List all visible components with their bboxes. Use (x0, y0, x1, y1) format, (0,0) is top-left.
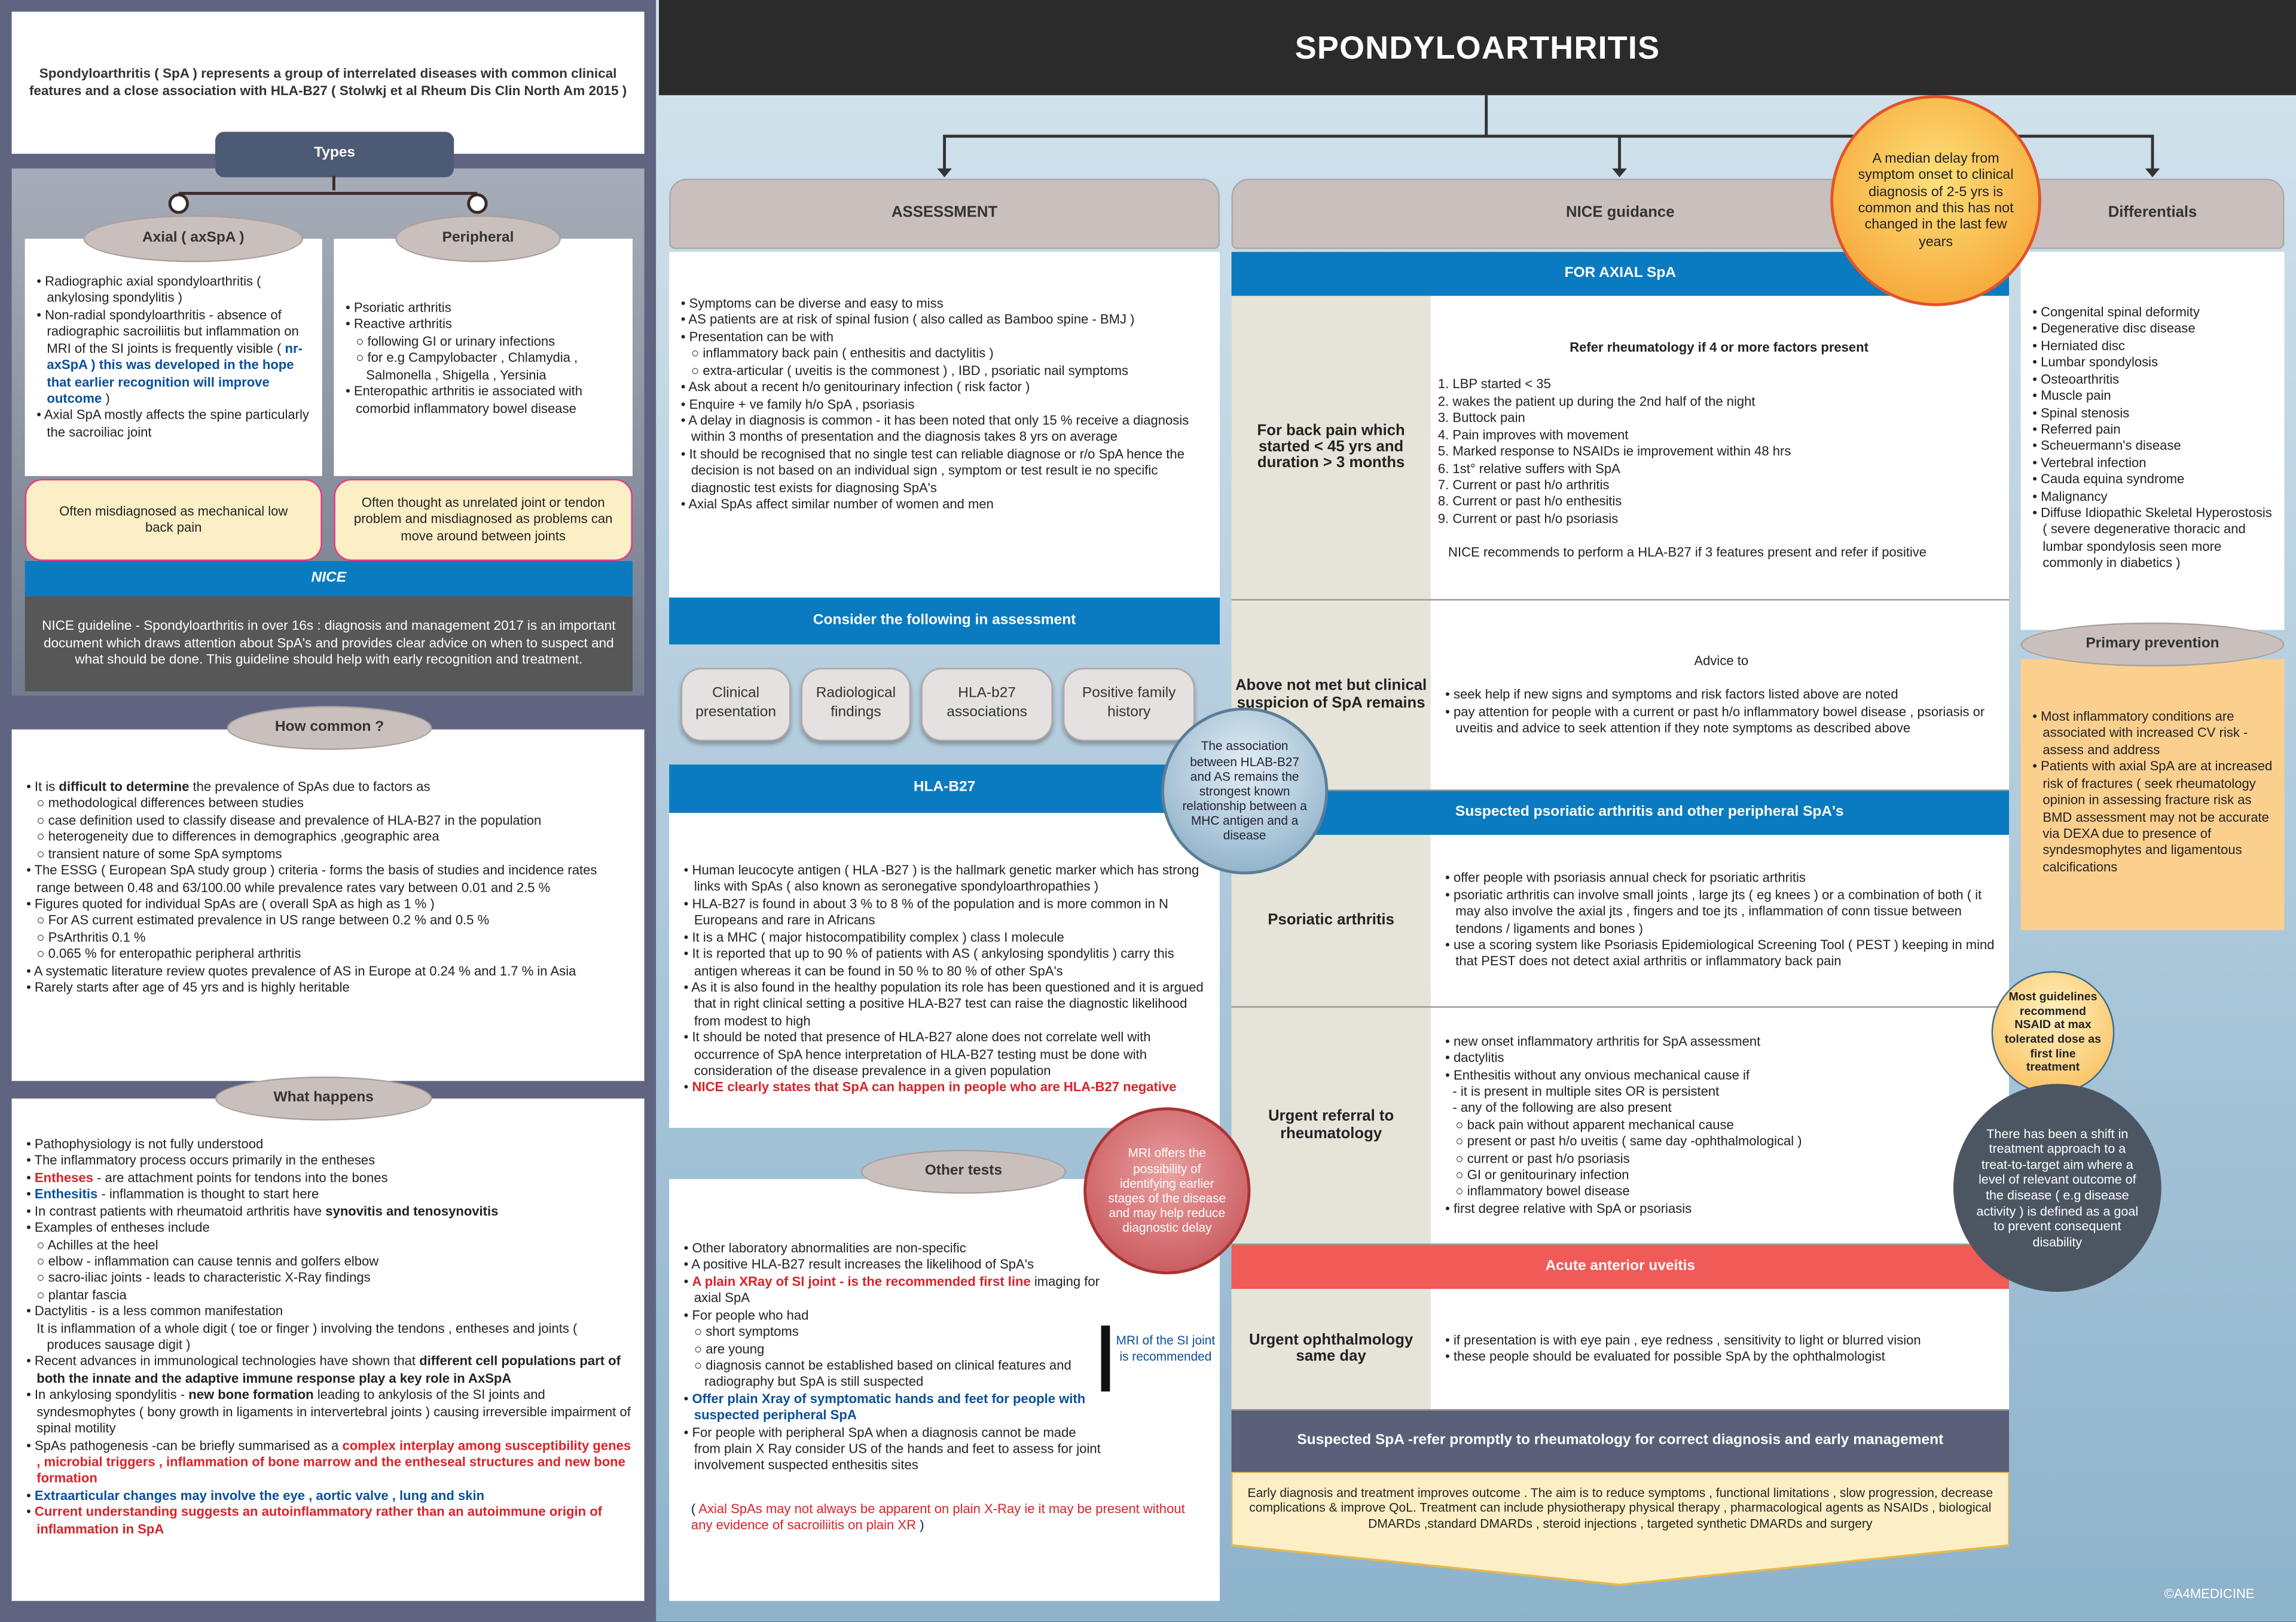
list-item (23, 1170, 633, 1187)
list-item: • A positive HLA-B27 result increases the likelihood of SpA's (681, 1257, 1106, 1274)
text-run: GI or genitourinary infection (1467, 1167, 1629, 1182)
list-item (343, 350, 624, 384)
assessment-box (669, 252, 1220, 597)
list-item (681, 1274, 1106, 1307)
list-item: • A systematic literature review quotes prevalence of AS in Europe at 0.24 % and 1.7 % in Asia (23, 964, 633, 980)
list-item (681, 1324, 1106, 1341)
text-run: SpAs pathogenesis -can be briefly summarised as a (34, 1437, 343, 1453)
list-item: 5. Marked response to NSAIDs ie improvement within 48 hrs (1437, 444, 1791, 459)
list-item: • first degree relative with SpA or psoriasis (1442, 1201, 2000, 1218)
list-item: • if presentation is with eye pain , eye redness , sensitivity to light or blurred vision (1442, 1333, 2000, 1349)
text-run: different cell populations part of both the innate and the adaptive immune response play a key role in AxSpA (36, 1354, 621, 1386)
how-common-pill: How common ? (227, 706, 432, 749)
row1-heading: Refer rheumatology if 4 or more factors present (1570, 340, 1869, 355)
list-item: • Lumbar spondylosis (2029, 355, 2278, 371)
list-item: 8. Current or past h/o enthesitis (1437, 494, 1622, 509)
types-connector (146, 176, 512, 219)
text-run: the prevalence of SpAs due to factors as (189, 779, 430, 794)
list-item: 6. 1st° relative suffers with SpA (1437, 461, 1620, 475)
list-item (33, 307, 313, 408)
option-hla-b27: HLA-b27 associations (921, 668, 1052, 741)
list-item (23, 779, 633, 796)
refer-bar: Suspected SpA -refer promptly to rheumatology for correct diagnosis and early management (1232, 1410, 2009, 1472)
mri-note-marker (1101, 1325, 1110, 1391)
list-item: • Presentation can be with (678, 330, 1211, 346)
list-item: • The inflammatory process occurs primarily in the entheses (23, 1153, 633, 1170)
differentials-header: Differentials (2021, 179, 2285, 249)
text-run: sacro-iliac joints - leads to characteristic X-Ray findings (48, 1270, 371, 1285)
list-item: • Most inflammatory conditions are associated with increased CV risk - assess and address (2029, 709, 2275, 759)
text-run: inflammatory back pain ( enthesitis and dactylitis ) (703, 346, 994, 361)
list-item (23, 1505, 633, 1538)
list-item: • HLA-B27 is found in about 3 % to 8 % of the population and is more common in N Europeans and rare in Africans (681, 896, 1211, 929)
text-run: inflammatory bowel disease (1467, 1184, 1630, 1199)
peripheral-box (334, 239, 633, 476)
text-run: NICE clearly states that SpA can happen in people who are HLA-B27 negative (692, 1080, 1177, 1095)
text-run: transient nature of some SpA symptoms (48, 846, 282, 861)
text-run: Current understanding suggests an autoinflammatory rather than an autoimmune origin of inflammation in SpA (34, 1504, 603, 1536)
list-item: 3. Buttock pain (1437, 410, 1525, 425)
row5-label: Urgent ophthalmology same day (1232, 1289, 1431, 1410)
management-text: Early diagnosis and treatment improves outcome . The aim is to reduce symptoms , functional limitations , slow progression, decrease complications & improve QoL. Treatment can include physiotherapy physical therapy , pharmacological agents as NSAIDs , biological DMARDs ,standard DMARDs , steroid injections , targeted synthetic DMARDs and surgery (1247, 1485, 1993, 1530)
list-item (23, 1203, 633, 1220)
how-common-box (12, 730, 645, 1081)
other-tests-pill: Other tests (861, 1150, 1066, 1193)
text-run: Entheses (34, 1170, 93, 1185)
mri-note: MRI of the SI joint is recommended (1116, 1333, 1216, 1364)
list-item (23, 846, 633, 863)
mri-bubble: MRI offers the possibility of identifying earlier stages of the disease and may help reduce diagnostic delay (1083, 1107, 1250, 1274)
text-run: imaging for axial SpA (694, 1274, 1100, 1306)
delay-bubble: A median delay from symptom onset to clinical diagnosis of 2-5 yrs is common and this has not changed in the last few years (1830, 95, 2041, 306)
list-item (681, 1341, 1106, 1358)
text-run: A plain XRay of SI joint - is the recommended first line (692, 1274, 1031, 1289)
list-item: • Referred pain (2029, 422, 2278, 438)
list-item (678, 363, 1211, 380)
text-run: back pain without apparent mechanical cause (1467, 1117, 1734, 1132)
list-item (1442, 1184, 2000, 1201)
text-run: Achilles at the heel (47, 1237, 158, 1252)
list-item (23, 1287, 633, 1304)
list-item (343, 334, 624, 350)
list-item (681, 1391, 1106, 1425)
text-run: are young (706, 1341, 765, 1356)
peripheral-pill: Peripheral (395, 215, 561, 262)
list-item: • Malignancy (2029, 489, 2278, 505)
list-item: • Muscle pain (2029, 388, 2278, 405)
row1-footer: NICE recommends to perform a HLA-B27 if 3 features present and refer if positive (1448, 545, 1927, 560)
text-run: diagnosis cannot be established based on clinical features and radiography but SpA is still suspected (704, 1358, 1071, 1389)
text-run: 0.065 % for enteropathic peripheral arthritis (48, 946, 301, 962)
list-item: • new onset inflammatory arthritis for SpA assessment (1442, 1033, 2000, 1050)
list-item (23, 813, 633, 830)
text-run: Extraarticular changes may involve the eye , aortic valve , lung and skin (34, 1487, 485, 1503)
list-item: • As it is also found in the healthy population its role has been questioned and it is argued that in right clinical setting a positive HLA-B27 test can raise the diagnostic likelihood from modest to high (681, 980, 1211, 1030)
list-item (1442, 1117, 2000, 1134)
list-item: • dactylitis (1442, 1050, 2000, 1067)
nice-bar: NICE (25, 561, 633, 596)
row4-content (1431, 1008, 2009, 1245)
list-item: • It is a MHC ( major histocompatibility complex ) class I molecule (681, 929, 1211, 946)
list-item: • Diffuse Idiopathic Skeletal Hyperostosis ( severe degenerative thoracic and lumbar spondylosis seen more commonly in diabetics ) (2029, 505, 2278, 572)
list-item (681, 1080, 1211, 1097)
list-item: • For people who had (681, 1307, 1106, 1324)
nice-text: NICE guideline - Spondyloarthritis in over 16s : diagnosis and management 2017 is an important document which draws attention about SpA's and provides clear advice on when to suspect and what should be done. This guideline should help with early recognition and treatment. (25, 596, 633, 691)
text-run: Offer plain Xray of symptomatic hands and feet for people with suspected peripheral SpA (692, 1391, 1086, 1423)
list-item: • It should be noted that presence of HLA-B27 alone does not correlate well with occurrence of SpA hence interpretation of HLA-B27 testing must be done with consideration of the disease prevalence in a given population (681, 1030, 1211, 1080)
row2-label: Above not met but clinical suspicion of SpA remains (1232, 600, 1431, 791)
list-item: • Osteoarthritis (2029, 371, 2278, 388)
what-happens-pill: What happens (215, 1077, 432, 1120)
list-item: • Degenerative disc disease (2029, 321, 2278, 338)
list-item: • psoriatic arthritis can involve small joints , large jts ( eg knees ) or a combination of both ( it may also involve the axial jts , fingers and toe jts , inflammation of conn tissue between tendons / ligaments and bones ) (1442, 887, 2000, 937)
text-run: Recent advances in immunological technologies have shown that (34, 1354, 420, 1369)
intro-box: Spondyloarthritis ( SpA ) represents a group of interrelated diseases with common clinical features and a close association with HLA-B27 ( Stolwkj et al Rheum Dis Clin North Am 2015 ) (12, 12, 645, 154)
text-run: Enthesitis (34, 1187, 98, 1202)
text-run: methodological differences between studies (48, 795, 304, 811)
list-item: • Enquire + ve family h/o SpA , psoriasis (678, 397, 1211, 413)
axial-box (25, 239, 322, 476)
list-item: 4. Pain improves with movement (1437, 427, 1629, 442)
option-clinical-presentation: Clinical presentation (681, 668, 791, 741)
list-item (23, 930, 633, 947)
consider-bar: Consider the following in assessment (669, 597, 1220, 644)
row3-content (1431, 835, 2009, 1008)
types-tab: Types (215, 132, 454, 177)
list-item (23, 1254, 633, 1270)
text-run: nr-axSpA ) this was developed in the hope that earlier recognition will improve outcome (47, 340, 303, 406)
text-run: new bone formation (188, 1388, 314, 1403)
list-item: • Scheuermann's disease (2029, 438, 2278, 455)
list-item (23, 947, 633, 964)
text-run: It is inflammation of a whole digit ( toe or finger ) involving the tendons , entheses and joints ( produces sausage digit ) (36, 1321, 578, 1352)
text-run: In ankylosing spondylitis - (34, 1388, 189, 1403)
text-run: present or past h/o uveitis ( same day -ophthalmological ) (1467, 1134, 1802, 1149)
list-item: • Pathophysiology is not fully understood (23, 1136, 633, 1153)
list-item: • Cauda equina syndrome (2029, 472, 2278, 489)
text-run: It is (34, 779, 59, 794)
row2-heading: Advice to (1694, 653, 1749, 667)
list-item (23, 1321, 633, 1354)
axial-pill: Axial ( axSpA ) (84, 215, 303, 262)
list-item: • Radiographic axial spondyloarthritis ( ankylosing spondylitis ) (33, 274, 313, 307)
copyright: ©A4MEDICINE (2164, 1586, 2255, 1601)
text-run: for e.g Campylobacter , Chlamydia , Salmonella , Shigella , Yersinia (366, 350, 578, 382)
list-item: • Patients with axial SpA are at increased risk of fractures ( seek rheumatology opinion in assessing fracture risk as BMD assessment may not be accurate via DEXA due to presence of syndesmophytes and ligamentous calcifications (2029, 759, 2275, 876)
list-item: • Reactive arthritis (343, 317, 624, 334)
list-item: • Psoriatic arthritis (343, 300, 624, 317)
hla-box (669, 813, 1220, 1128)
axial-spa-bar: FOR AXIAL SpA (1232, 252, 2009, 295)
hla-bar: HLA-B27 (669, 764, 1220, 813)
list-item (23, 1237, 633, 1254)
text-run: heterogeneity due to differences in demographics ,geographic area (48, 829, 439, 844)
text-run: following GI or urinary infections (367, 333, 555, 349)
list-item: • Enteropathic arthritis ie associated with comorbid inflammatory bowel disease (343, 384, 624, 417)
list-item: • Dactylitis - is a less common manifestation (23, 1304, 633, 1321)
text-run: ) (102, 391, 110, 406)
list-item (23, 1270, 633, 1287)
text-run: current or past h/o psoriasis (1467, 1150, 1630, 1166)
list-item: 1. LBP started < 35 (1437, 377, 1551, 392)
list-item (681, 1358, 1106, 1391)
list-item: • Vertebral infection (2029, 455, 2278, 472)
list-item: • offer people with psoriasis annual check for psoriatic arthritis (1442, 870, 2000, 887)
nice-header: NICE guidance (1232, 179, 2009, 249)
text-run: - inflammation is thought to start here (97, 1187, 319, 1202)
list-item (23, 1388, 633, 1438)
differentials-box (2021, 252, 2285, 630)
list-item: • Human leucocyte antigen ( HLA -B27 ) is the hallmark genetic marker which has strong links with SpAs ( also known as seronegative spondyloarthropathies ) (681, 862, 1211, 896)
list-item: • Ask about a recent h/o genitourinary infection ( risk factor ) (678, 380, 1211, 397)
list-item: • pay attention for people with a current or past h/o inflammatory bowel disease , psoriasis or uveitis and advice to seek attention if they note symptoms as described above (1442, 704, 2000, 737)
list-item (23, 796, 633, 813)
text-run: elbow - inflammation can cause tennis and golfers elbow (48, 1254, 379, 1269)
row1-content (1431, 296, 2009, 600)
text-run: For AS current estimated prevalence in US range between 0.2 % and 0.5 % (48, 913, 490, 928)
list-item: • The ESSG ( European SpA study group ) criteria - forms the basis of studies and incidence rates range between 0.48 and 63/100.00 while prevalence rates vary between 0.01 and 2.5 % (23, 863, 633, 897)
page-title: SPONDYLOARTHRITIS (659, 0, 2296, 95)
list-item: • Enthesitis without any onvious mechanical cause if (1442, 1067, 2000, 1084)
list-item: • AS patients are at risk of spinal fusion ( also called as Bamboo spine - BMJ ) (678, 313, 1211, 330)
row5-content (1431, 1289, 2009, 1410)
text-run: leading to ankylosis of the SI joints and syndesmophytes ( bony growth in ligaments in intervertebral joints ) causing irreversible impairment of spinal motility (36, 1388, 631, 1436)
text-run: In contrast patients with rheumatoid arthritis have (34, 1203, 326, 1218)
psoriatic-bar: Suspected psoriatic arthritis and other peripheral SpA's (1232, 791, 2009, 834)
list-item: • seek help if new signs and symptoms and risk factors listed above are noted (1442, 687, 2000, 704)
text-run: plantar fascia (48, 1287, 127, 1302)
text-run: - are attachment points for tendons into the bones (93, 1170, 388, 1185)
prevention-pill: Primary prevention (2021, 623, 2285, 666)
list-item (23, 1354, 633, 1388)
list-item (1442, 1084, 2000, 1100)
option-family-history: Positive family history (1063, 668, 1195, 741)
list-item (1442, 1167, 2000, 1184)
text-run: short symptoms (706, 1324, 799, 1339)
list-item (1442, 1100, 2000, 1117)
list-item: • Other laboratory abnormalities are non-specific (681, 1240, 1106, 1257)
text-run: - any of the following are also present (1452, 1100, 1672, 1115)
list-item (678, 346, 1211, 363)
list-item: • Axial SpA mostly affects the spine particularly the sacroiliac joint (33, 408, 313, 441)
text-run: case definition used to classify disease and prevalence of HLA-B27 in the population (48, 812, 542, 828)
text-run: synovitis and tenosynovitis (325, 1203, 499, 1218)
list-item: • Figures quoted for individual SpAs are ( overall SpA as high as 1 % ) (23, 897, 633, 913)
row2-content (1431, 600, 2009, 791)
list-item: • It is reported that up to 90 % of patients with AS ( ankylosing spondylitis ) carry this antigen whereas it can be found in 50 % to 80 % of other SpA's (681, 946, 1211, 980)
list-item: • Congenital spinal deformity (2029, 304, 2278, 321)
list-item (1442, 1134, 2000, 1151)
list-item: • It should be recognised that no single test can reliable diagnose or r/o SpA hence the decision is not based on an individual sign , symptom or test result ie no specific diagnostic test exists for diagnosing SpA's (678, 446, 1211, 496)
uveitis-bar: Acute anterior uveitis (1232, 1245, 2009, 1289)
peripheral-note: Often thought as unrelated joint or tendon problem and misdiagnosed as problems can move around between joints (334, 479, 633, 561)
list-item: 9. Current or past h/o psoriasis (1437, 511, 1619, 526)
list-item (23, 1438, 633, 1488)
list-item (23, 1488, 633, 1505)
text-run: PsArthritis 0.1 % (48, 929, 146, 945)
footnote-open: ( (691, 1501, 699, 1516)
assessment-header: ASSESSMENT (669, 179, 1220, 249)
prevention-box (2021, 659, 2285, 930)
row4-label: Urgent referral to rheumatology (1232, 1008, 1431, 1245)
list-item (23, 1187, 633, 1203)
row1-label: For back pain which started < 45 yrs and duration > 3 months (1232, 296, 1431, 600)
list-item: • Axial SpAs affect similar number of women and men (678, 496, 1211, 513)
list-item (23, 830, 633, 846)
what-happens-box (12, 1099, 645, 1601)
text-run: extra-articular ( uveitis is the commonest ) , IBD , psoriatic nail symptoms (703, 362, 1129, 378)
text-run: - it is present in multiple sites OR is persistent (1452, 1084, 1720, 1099)
option-radiological-findings: Radiological findings (801, 668, 911, 741)
list-item: • Rarely starts after age of 45 yrs and is highly heritable (23, 980, 633, 997)
text-run: complex interplay among susceptibility genes , microbial triggers , inflammation of bone marrow and the entheseal structures and new bone formation (36, 1437, 631, 1486)
list-item: • use a scoring system like Psoriasis Epidemiological Screening Tool ( PEST ) keeping in mind that PEST does not detect axial arthritis or inflammatory back pain (1442, 937, 2000, 971)
list-item: 7. Current or past h/o arthritis (1437, 477, 1610, 492)
list-item: • For people with peripheral SpA when a diagnosis cannot be made from plain X Ray consider US of the hands and feet to assess for joint involvement suspected enthesitis sites (681, 1425, 1106, 1475)
list-item: • Symptoms can be diverse and easy to miss (678, 296, 1211, 313)
list-item: • Herniated disc (2029, 338, 2278, 355)
footnote-close: ) (916, 1517, 924, 1533)
hla-bubble: The association between HLAB-B27 and AS remains the strongest known relationship between a MHC antigen and a disease (1161, 708, 1328, 874)
row3-label: Psoriatic arthritis (1232, 835, 1431, 1008)
axial-note: Often misdiagnosed as mechanical low back pain (25, 479, 322, 561)
text-run: Non-radial spondyloarthritis - absence of radiographic sacroiliitis but inflammation on MRI of the SI joints is frequently visible ( (45, 307, 299, 356)
list-item (23, 913, 633, 930)
nsaid-bubble: Most guidelines recommend NSAID at max tolerated dose as first line treatment (1992, 971, 2115, 1094)
list-item: 2. wakes the patient up during the 2nd half of the night (1437, 394, 1755, 408)
footnote: Axial SpAs may not always be apparent on plain X-Ray ie it may be present without any evidence of sacroiliitis on plain XR (691, 1501, 1185, 1533)
text-run: difficult to determine (59, 779, 190, 794)
list-item (1442, 1151, 2000, 1167)
treat-bubble: There has been a shift in treatment approach to a treat-to-target aim where a level of relevant outcome of the disease ( e.g disease activity ) is defined as a goal to prevent consequent disability (1953, 1084, 2161, 1292)
list-item: • A delay in diagnosis is common - it has been noted that only 15 % receive a diagnosis within 3 months of presentation and the diagnosis takes 8 yrs on average (678, 413, 1211, 447)
list-item: • Examples of entheses include (23, 1220, 633, 1237)
list-item: • these people should be evaluated for possible SpA by the ophthalmologist (1442, 1349, 2000, 1366)
list-item: • Spinal stenosis (2029, 405, 2278, 422)
